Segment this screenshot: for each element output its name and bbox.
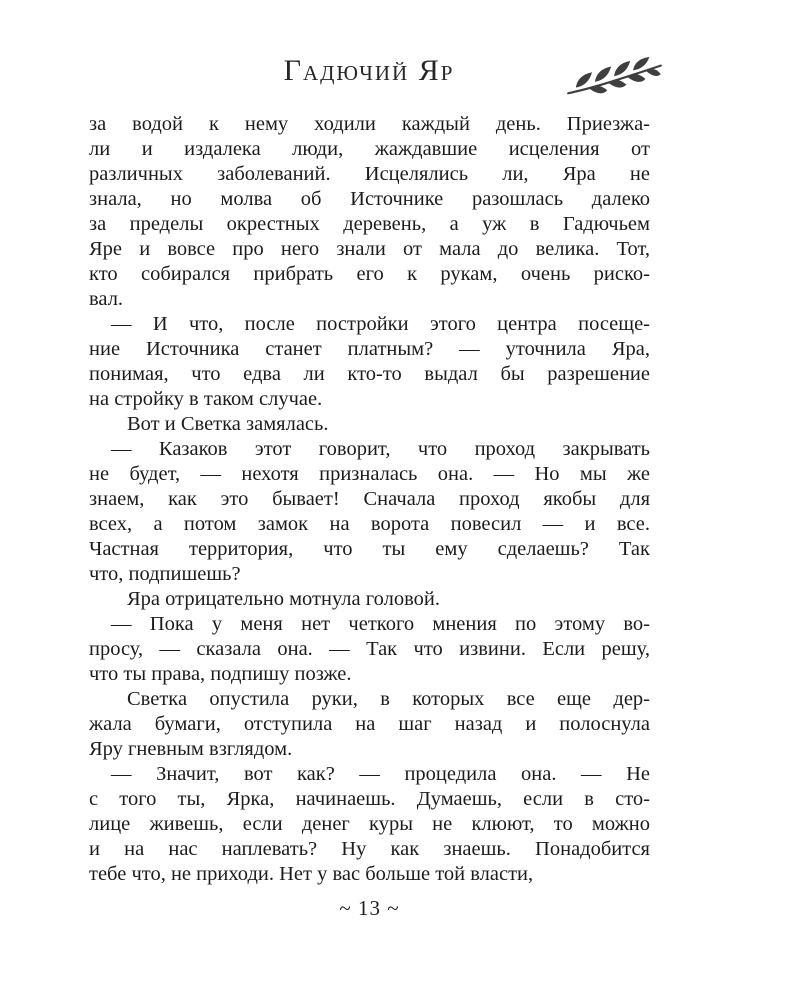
paragraph xyxy=(89,112,650,312)
text-line: жала бумаги, отступила на шаг назад и полоснула xyxy=(89,713,650,735)
text-line: — Пока у меня нет четкого мнения по этому во- xyxy=(111,613,650,635)
text-line: за водой к нему ходили каждый день. Приезжа- xyxy=(89,113,650,135)
text-line: на стройку в таком случае. xyxy=(89,388,323,410)
text-line: за пределы окрестных деревень, а уж в Гадючьем xyxy=(89,213,650,235)
laurel-branch-icon xyxy=(566,57,662,99)
text-line: и на нас наплевать? Ну как знаешь. Понадобится xyxy=(89,838,650,860)
text-line: не будет, — нехотя призналась она. — Но мы же xyxy=(89,463,650,485)
running-header xyxy=(89,54,649,88)
text-line: знаем, как это бывает! Сначала проход якобы для xyxy=(89,488,650,510)
text-line: всех, а потом замок на ворота повесил — и все. xyxy=(89,513,650,535)
paragraph xyxy=(89,312,650,412)
text-line: ние Источника станет платным? — уточнила Яра, xyxy=(89,338,650,360)
paragraph xyxy=(89,687,650,762)
paragraph xyxy=(89,412,650,437)
text-line: Вот и Светка замялась. xyxy=(127,413,329,435)
text-line: Частная территория, что ты ему сделаешь? Так xyxy=(89,538,650,560)
text-line: различных заболеваний. Исцелялись ли, Яра не xyxy=(89,163,650,185)
text-line: с того ты, Ярка, начинаешь. Думаешь, если в сто- xyxy=(89,788,650,810)
text-line: тебе что, не приходи. Нет у вас больше той власти, xyxy=(89,863,534,885)
text-line: вал. xyxy=(89,288,124,310)
text-line: знала, но молва об Источнике разошлась далеко xyxy=(89,188,650,210)
text-line: что, подпишешь? xyxy=(89,563,241,585)
text-line: Яре и вовсе про него знали от мала до велика. Тот, xyxy=(89,238,650,260)
text-line: кто собирался прибрать его к рукам, очень риско- xyxy=(89,263,650,285)
text-line: — Значит, вот как? — процедила она. — Не xyxy=(111,763,650,785)
paragraph xyxy=(89,587,650,612)
text-line: — И что, после постройки этого центра посеще- xyxy=(111,313,650,335)
page-number: ~ 13 ~ xyxy=(339,896,400,920)
text-line: Яра отрицательно мотнула головой. xyxy=(127,588,441,610)
text-line: лице живешь, если денег куры не клюют, то можно xyxy=(89,813,650,835)
text-line: что ты права, подпишу позже. xyxy=(89,663,352,685)
text-line: просу, — сказала она. — Так что извини. Если решу, xyxy=(89,638,650,660)
text-line: Яру гневным взглядом. xyxy=(89,738,293,760)
body-text xyxy=(89,112,650,887)
text-line: понимая, что едва ли кто-то выдал бы разрешение xyxy=(89,363,650,385)
paragraph xyxy=(89,437,650,587)
text-line: Светка опустила руки, в которых все еще дер- xyxy=(127,688,650,710)
paragraph xyxy=(89,612,650,687)
text-line: ли и издалека люди, жаждавшие исцеления от xyxy=(89,138,650,160)
page-footer xyxy=(89,896,650,921)
chapter-title: Гадючий Яр xyxy=(283,54,455,87)
text-line: — Казаков этот говорит, что проход закрывать xyxy=(111,438,650,460)
paragraph xyxy=(89,762,650,887)
